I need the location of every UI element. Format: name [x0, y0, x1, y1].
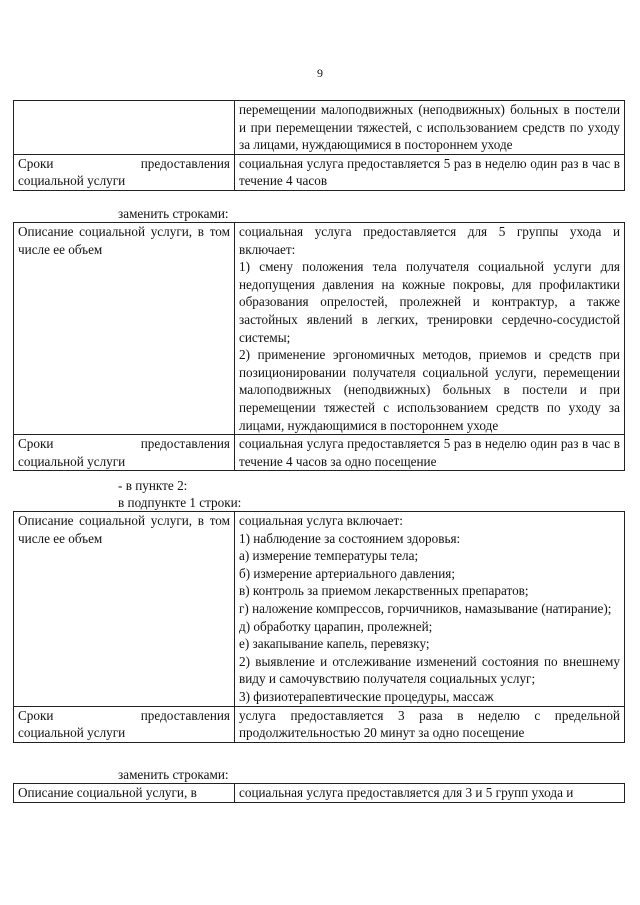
replace-label: заменить строками:	[118, 206, 229, 221]
replace-label: заменить строками:	[118, 767, 229, 782]
table-cell-label: Сроки предоставления социальной услуги	[14, 154, 235, 190]
table-replacement-2	[13, 783, 625, 803]
table-row	[14, 512, 625, 707]
table-original-rows	[13, 511, 625, 743]
table-row	[14, 101, 625, 155]
table-row	[14, 223, 625, 435]
table-cell-label: Сроки предоставления социальной услуги	[14, 435, 235, 471]
table-row	[14, 706, 625, 742]
subpoint-label: в подпункте 1 строки:	[118, 495, 242, 510]
table-cell-value: социальная услуга включает: 1) наблюдение за состоянием здоровья: а) измерение температуры тела; б) измерение артериального давления; в) контроль за приемом лекарственных препаратов; г) наложение компрессов, горчичников, намазывание (натирание); д) обработку царапин, пролежней; е) закапывание капель, перевязку; 2) выявление и отслеживание изменений состояния по внешнему виду и самочувствию получателя социальных услуг; 3) физиотерапевтические процедуры, массаж	[235, 512, 625, 707]
table-cell-label: Сроки предоставления социальной услуги	[14, 706, 235, 742]
table-cell-label	[14, 101, 235, 155]
table-cell-value: социальная услуга предоставляется 5 раз в неделю один раз в час в течение 4 часов	[235, 154, 625, 190]
point-label: - в пункте 2:	[118, 478, 188, 493]
table-cell-value: социальная услуга предоставляется для 3 и 5 групп ухода и	[235, 784, 625, 803]
page-number: 9	[317, 66, 323, 80]
table-row	[14, 154, 625, 190]
table-cell-value: перемещении малоподвижных (неподвижных) больных в постели и при перемещении тяжестей, с использованием средств по уходу за лицами, нуждающимися в постороннем уходе	[235, 101, 625, 155]
table-cell-value: социальная услуга предоставляется 5 раз в неделю один раз в час в течение 4 часов за одно посещение	[235, 435, 625, 471]
table-row	[14, 435, 625, 471]
table-row	[14, 784, 625, 803]
table-cell-label: Описание социальной услуги, в том числе ее объем	[14, 223, 235, 435]
table-replacement-1	[13, 222, 625, 471]
table-cell-label: Описание социальной услуги, в	[14, 784, 235, 803]
table-continuation	[13, 100, 625, 191]
table-cell-label: Описание социальной услуги, в том числе ее объем	[14, 512, 235, 707]
table-cell-value: социальная услуга предоставляется для 5 группы ухода и включает: 1) смену положения тела получателя социальной услуги для недопущения давления на кожные покровы, для профилактики образования опрелостей, пролежней и контрактур, а также застойных явлений в легких, тренировки сердечно-сосудистой системы; 2) применение эргономичных методов, приемов и средств при позиционировании получателя социальной услуги, перемещении малоподвижных (неподвижных) больных в постели и при перемещении тяжестей с использованием средств по уходу за лицами, нуждающимися в постороннем уходе	[235, 223, 625, 435]
table-cell-value: услуга предоставляется 3 раза в неделю с предельной продолжительностью 20 минут за одно посещение	[235, 706, 625, 742]
